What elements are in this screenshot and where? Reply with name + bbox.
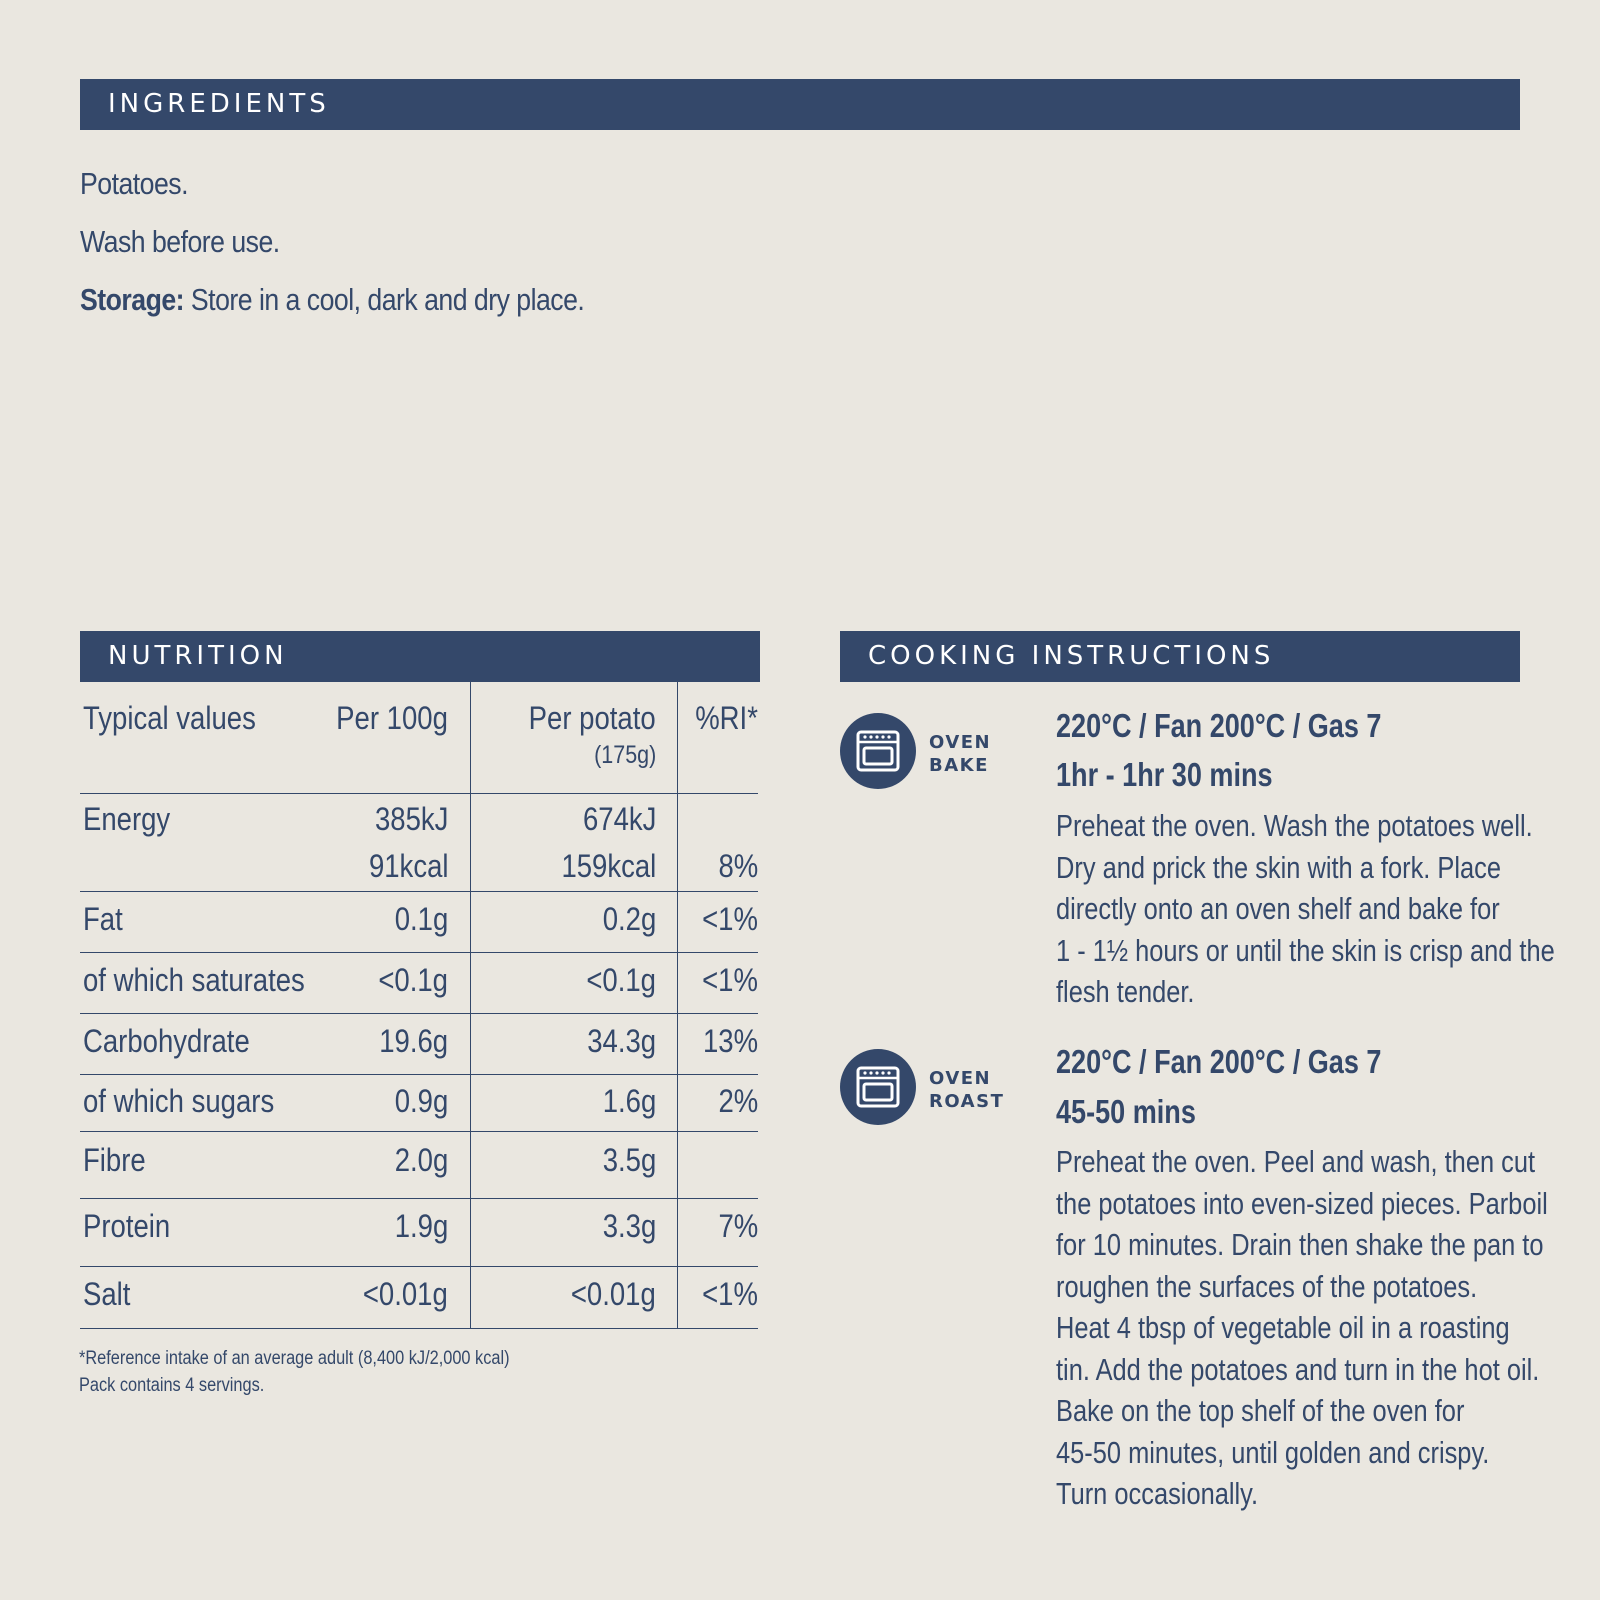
cooking-instructions-header: COOKING INSTRUCTIONS (840, 631, 1520, 682)
washing-note: Wash before use. (80, 224, 280, 259)
nutrient-name: Fat (83, 901, 123, 937)
per-100g-value: 2.0g (394, 1142, 448, 1178)
ingredients-header: INGREDIENTS (80, 79, 1520, 130)
method-label-oven-roast: OVEN ROAST (929, 1068, 1005, 1112)
per-potato-value: 0.2g (602, 901, 656, 937)
ri-value: 8% (718, 848, 758, 884)
per-potato-value: 674kJ (582, 801, 656, 837)
header-ri: %RI* (695, 700, 758, 736)
instruction-line: Heat 4 tbsp of vegetable oil in a roasting (1056, 1310, 1510, 1345)
method-label-oven-bake: OVEN BAKE (929, 732, 992, 776)
row-divider (80, 1198, 758, 1199)
per-potato-value: 1.6g (602, 1083, 656, 1119)
servings-note: Pack contains 4 servings. (79, 1375, 265, 1396)
row-divider (80, 1131, 758, 1132)
row-divider (80, 1013, 758, 1014)
per-potato-value: 34.3g (587, 1023, 656, 1059)
nutrient-name: Energy (83, 801, 171, 837)
instruction-line: for 10 minutes. Drain then shake the pan to (1056, 1227, 1544, 1262)
header-typical-values: Typical values (83, 700, 256, 736)
oven-bake-temperature: 220°C / Fan 200°C / Gas 7 (1056, 707, 1382, 744)
oven-icon (840, 713, 916, 789)
row-divider (80, 1328, 758, 1329)
ri-value: 2% (718, 1083, 758, 1119)
nutrient-name: of which saturates (83, 962, 305, 998)
per-100g-value: 0.9g (394, 1083, 448, 1119)
ri-value: <1% (702, 1276, 758, 1312)
per-100g-value: 385kJ (374, 801, 448, 837)
instruction-line: roughen the surfaces of the potatoes. (1056, 1268, 1478, 1304)
instruction-line: 45-50 minutes, until golden and crispy. (1056, 1434, 1490, 1470)
per-potato-value: <0.01g (571, 1276, 656, 1312)
storage-note (80, 282, 584, 318)
per-potato-value: 159kcal (561, 848, 656, 884)
oven-roast-time: 45-50 mins (1056, 1093, 1196, 1130)
header-per-potato: Per potato (529, 700, 656, 736)
row-divider (80, 1266, 758, 1267)
nutrition-header: NUTRITION (80, 631, 760, 682)
per-100g-value: 19.6g (379, 1023, 448, 1059)
ri-value: <1% (702, 962, 758, 998)
reference-intake-note: *Reference intake of an average adult (8,400 kJ/2,000 kcal) (79, 1348, 510, 1369)
instruction-line: flesh tender. (1056, 974, 1195, 1009)
storage-label: Storage: (80, 282, 185, 317)
oven-roast-instructions (1056, 1141, 1548, 1515)
nutrient-name: Protein (83, 1208, 171, 1244)
column-divider (470, 682, 471, 1329)
row-divider (80, 793, 758, 794)
per-100g-value: <0.01g (363, 1276, 448, 1312)
per-potato-value: 3.5g (602, 1142, 656, 1178)
header-per-100g: Per 100g (336, 700, 448, 736)
instruction-line: Turn occasionally. (1056, 1476, 1259, 1511)
oven-icon (840, 1049, 916, 1125)
nutrient-name: Carbohydrate (83, 1023, 250, 1059)
instruction-line: Preheat the oven. Wash the potatoes well. (1056, 808, 1533, 843)
per-100g-value: 0.1g (394, 901, 448, 937)
instruction-line: 1 - 1½ hours or until the skin is crisp and the (1056, 932, 1555, 968)
instruction-line: directly onto an oven shelf and bake for (1056, 891, 1500, 926)
column-divider (677, 682, 678, 1329)
oven-bake-instructions (1056, 805, 1555, 1013)
nutrient-name: Salt (83, 1276, 131, 1312)
ri-value: <1% (702, 901, 758, 937)
ri-value: 13% (702, 1023, 758, 1059)
instruction-line: Preheat the oven. Peel and wash, then cut (1056, 1144, 1536, 1179)
storage-text: Store in a cool, dark and dry place. (190, 282, 585, 317)
row-divider (80, 952, 758, 953)
oven-roast-temperature: 220°C / Fan 200°C / Gas 7 (1056, 1043, 1382, 1080)
nutrient-name: of which sugars (83, 1083, 275, 1119)
per-100g-value: <0.1g (378, 962, 448, 998)
per-potato-value: <0.1g (586, 962, 656, 998)
per-100g-value: 91kcal (368, 848, 448, 884)
instruction-line: the potatoes into even-sized pieces. Parboil (1056, 1185, 1548, 1221)
header-per-potato-weight: (175g) (593, 741, 656, 769)
nutrient-name: Fibre (83, 1142, 146, 1178)
ingredients-text: Potatoes. (80, 166, 188, 201)
instruction-line: Dry and prick the skin with a fork. Place (1056, 849, 1502, 885)
per-potato-value: 3.3g (602, 1208, 656, 1244)
oven-bake-time: 1hr - 1hr 30 mins (1056, 756, 1273, 793)
row-divider (80, 1074, 758, 1075)
instruction-line: tin. Add the potatoes and turn in the hot oil. (1056, 1351, 1540, 1387)
instruction-line: Bake on the top shelf of the oven for (1056, 1393, 1465, 1428)
per-100g-value: 1.9g (394, 1208, 448, 1244)
row-divider (80, 891, 758, 892)
ri-value: 7% (718, 1208, 758, 1244)
